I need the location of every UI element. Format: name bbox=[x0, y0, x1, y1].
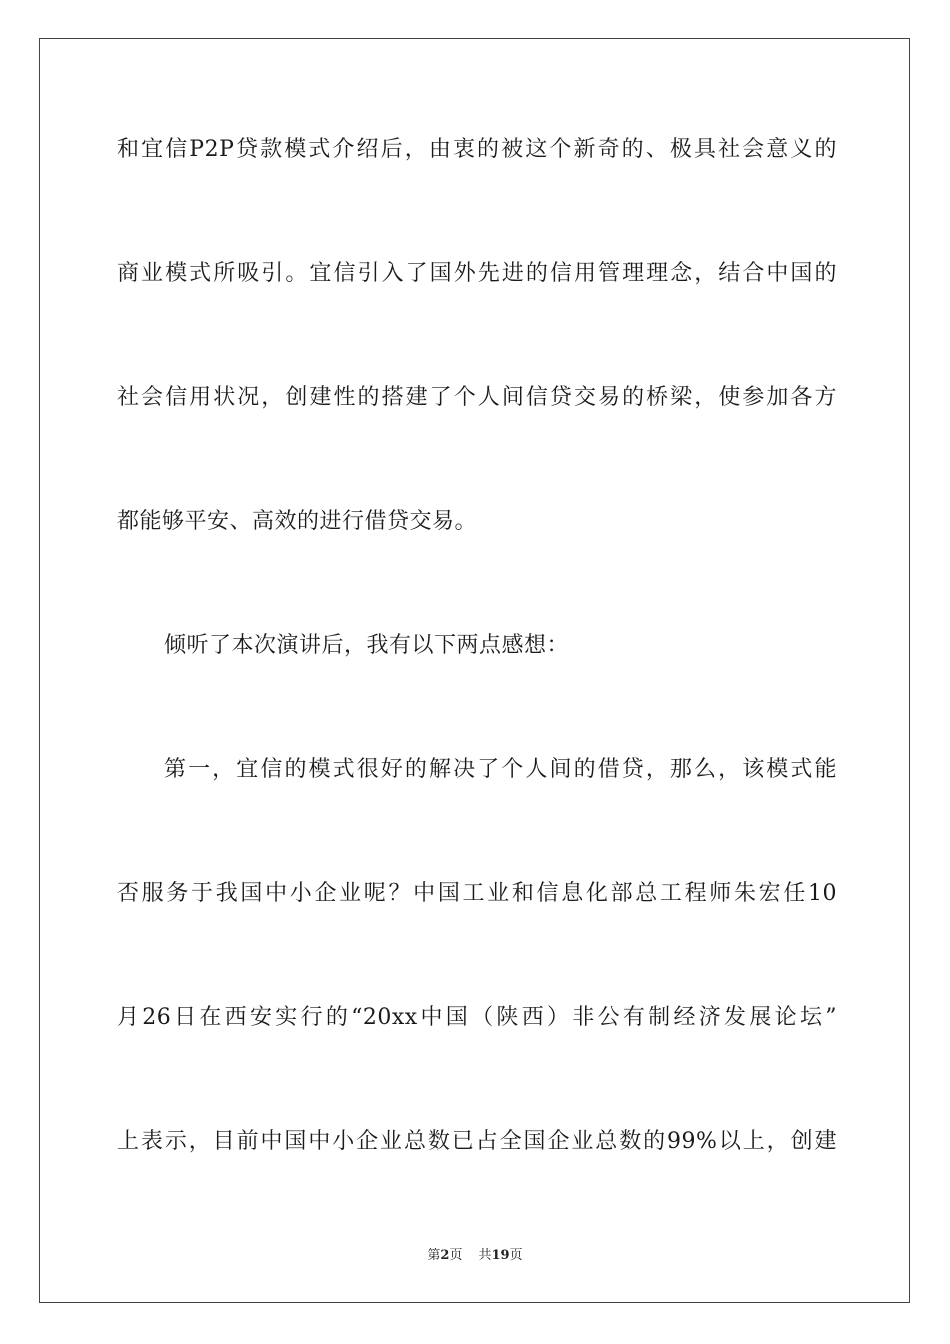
paragraph-line: 和宜信P2P贷款模式介绍后，由衷的被这个新奇的、极具社会意义的 bbox=[117, 137, 837, 162]
paragraph-line: 都能够平安、高效的进行借贷交易。 bbox=[117, 509, 478, 534]
page-prefix: 第 bbox=[427, 1248, 441, 1263]
paragraph-line: 否服务于我国中小企业呢？中国工业和信息化部总工程师朱宏任10 bbox=[117, 881, 837, 906]
page-suffix: 页 bbox=[449, 1248, 463, 1263]
paragraph-line: 月26日在西安实行的“20xx中国（陕西）非公有制经济发展论坛” bbox=[117, 1005, 837, 1030]
page-footer bbox=[0, 1247, 950, 1265]
paragraph-line: 商业模式所吸引。宜信引入了国外先进的信用管理理念，结合中国的 bbox=[117, 261, 837, 286]
total-prefix: 共 bbox=[478, 1248, 492, 1263]
paragraph-line: 倾听了本次演讲后，我有以下两点感想： bbox=[164, 633, 570, 658]
page-border bbox=[39, 38, 910, 1303]
page-number: 2 bbox=[440, 1248, 450, 1263]
page-total: 19 bbox=[491, 1248, 510, 1263]
paragraph-line: 第一，宜信的模式很好的解决了个人间的借贷，那么，该模式能 bbox=[164, 757, 837, 782]
paragraph-line: 上表示，目前中国中小企业总数已占全国企业总数的99%以上，创建 bbox=[117, 1129, 837, 1154]
paragraph-line: 社会信用状况，创建性的搭建了个人间信贷交易的桥梁，使参加各方 bbox=[117, 385, 837, 410]
total-suffix: 页 bbox=[509, 1248, 523, 1263]
